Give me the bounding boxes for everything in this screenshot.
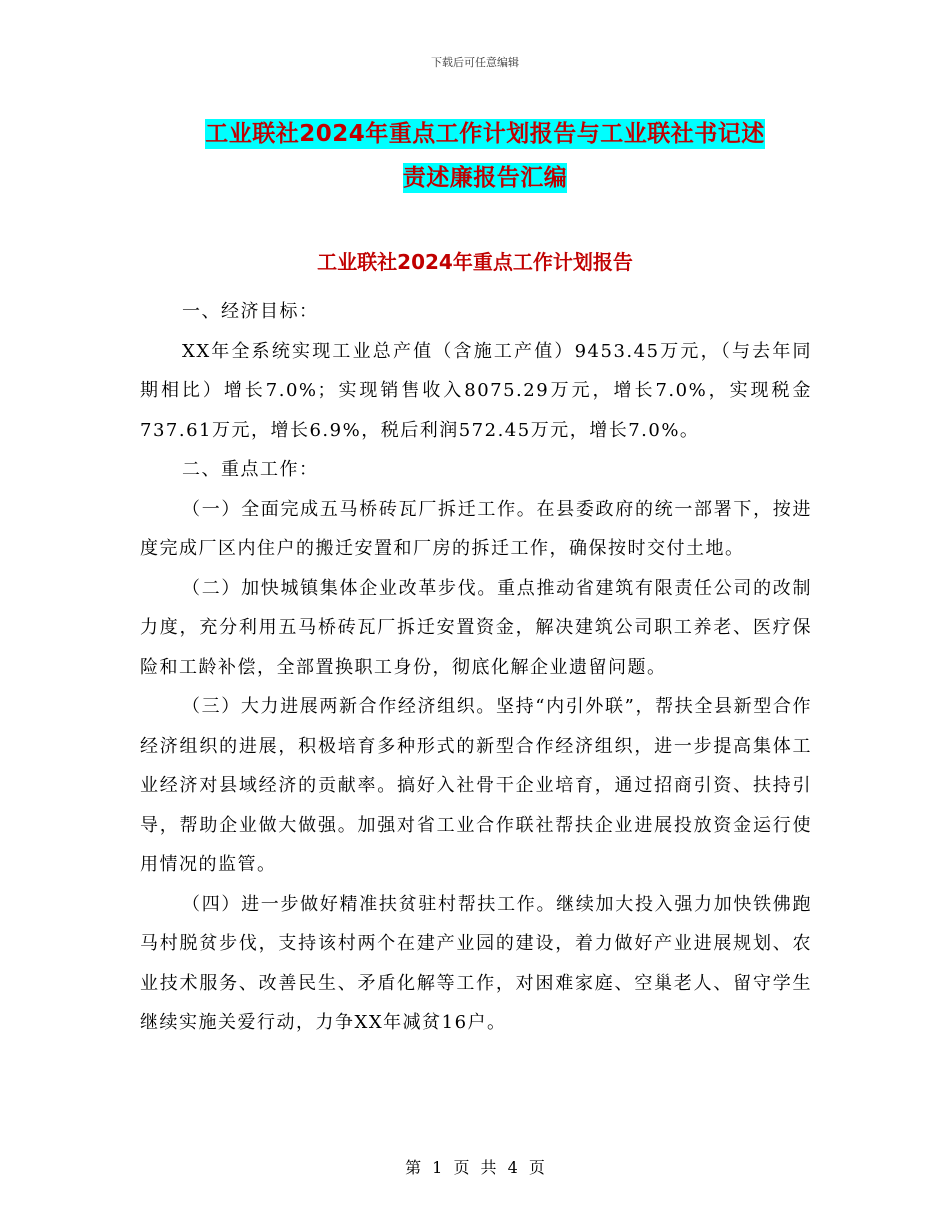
- document-title-line1: 工业联社2024年重点工作计划报告与工业联社书记述: [205, 121, 765, 147]
- document-title-line2: 责述廉报告汇编: [402, 165, 568, 191]
- paragraph-item-3: （三）大力进展两新合作经济组织。坚持“内引外联”，帮扶全县新型合作经济组织的进展，积极培育多种形式的新型合作经济组织，进一步提高集体工业经济对县域经济的贡献率。搞好入社骨干企业培育，通过招商引资、扶持引导，帮助企业做大做强。加强对省工业合作联社帮扶企业进展投放资金运行使用情况的监管。: [140, 696, 812, 875]
- header-note: 下载后可任意编辑: [431, 56, 519, 69]
- paragraph-item-4: （四）进一步做好精准扶贫驻村帮扶工作。继续加大投入强力加快铁佛跑马村脱贫步伐，支持该村两个在建产业园的建设，着力做好产业进展规划、农业技术服务、改善民生、矛盾化解等工作，对困难家庭、空巢老人、留守学生继续实施关爱行动，力争XX年减贫16户。: [140, 893, 812, 1033]
- paragraph-item-1: （一）全面完成五马桥砖瓦厂拆迁工作。在县委政府的统一部署下，按进度完成厂区内住户的搬迁安置和厂房的拆迁工作，确保按时交付土地。: [140, 498, 812, 559]
- document-title: [140, 112, 830, 200]
- document-body: [140, 292, 812, 1043]
- heading-economic-goals: 一、经济目标：: [182, 301, 319, 322]
- heading-key-work: 二、重点工作：: [182, 459, 319, 480]
- page-footer: 第 1 页 共 4 页: [405, 1158, 545, 1177]
- paragraph-economic-targets: XX年全系统实现工业总产值（含施工产值）9453.45万元，（与去年同期相比）增长7.0%；实现销售收入8075.29万元，增长7.0%，实现税金737.61万元，增长6.9%，税后利润572.45万元，增长7.0%。: [140, 340, 812, 441]
- paragraph-item-2: （二）加快城镇集体企业改革步伐。重点推动省建筑有限责任公司的改制力度，充分利用五马桥砖瓦厂拆迁安置资金，解决建筑公司职工养老、医疗保险和工龄补偿，全部置换职工身份，彻底化解企业遗留问题。: [140, 577, 812, 678]
- section-title: 工业联社2024年重点工作计划报告: [317, 250, 633, 274]
